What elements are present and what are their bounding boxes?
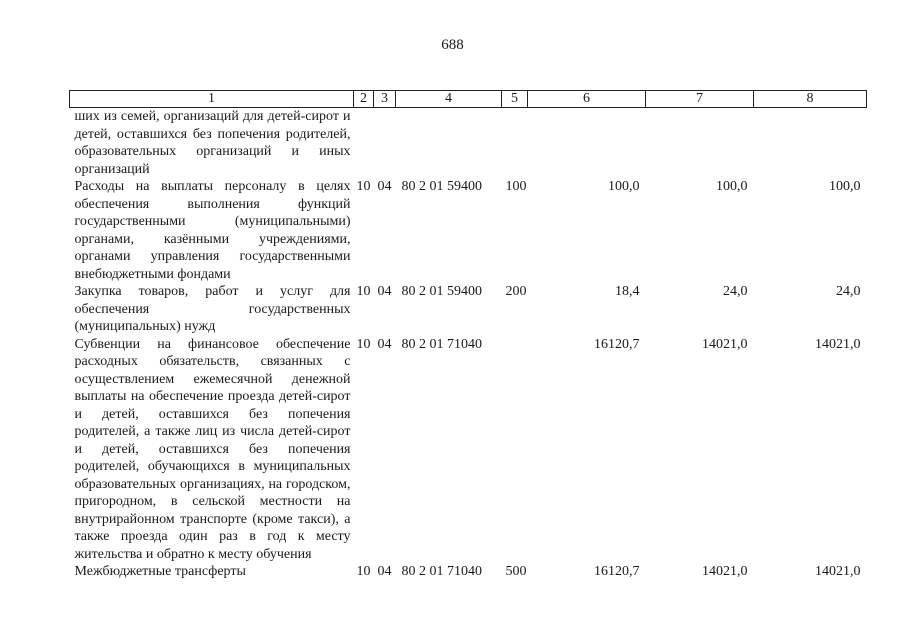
row-amount-col6: 16120,7: [594, 336, 640, 352]
row-description: ших из семей, организаций для детей-сирот и детей, оставшихся без попечения родителей, образовательных организаций и иных организаций: [74, 109, 351, 177]
row-expense-type-code: 500: [505, 564, 527, 579]
row-description: Субвенции на финансовое обеспечение расходных обязательств, связанных с осуществлением ежемесячной денежной выплаты на обеспечение проезда детей-сирот и детей, оставшихся без попечения родителей, а также лиц из числа детей-сирот и детей, оставшихся без попечения родителей, обучающихся в муниципальных образовательных организациях, на городском, пригородном, в сельской местности на внутрирайонном транспорте (кроме такси), а также проезда один раз в год к месту жительства и обратно к месту обучения: [74, 336, 351, 562]
row-description: Закупка товаров, работ и услуг для обеспечения государственных (муниципальных) нужд: [74, 284, 351, 334]
row-subsection-code: 04: [377, 336, 392, 352]
row-target-article-code: 80 2 01 59400: [401, 284, 482, 299]
row-description: Межбюджетные трансферты: [74, 564, 246, 579]
header-col-2: 2: [354, 91, 374, 108]
row-target-article-code: 80 2 01 71040: [401, 564, 482, 579]
row-amount-col7: 14021,0: [702, 564, 748, 579]
row-section-code: 10: [356, 284, 371, 299]
row-expense-type-code: [502, 108, 528, 179]
table-body: [70, 108, 867, 581]
budget-table: [69, 90, 867, 581]
row-amount-col7: 100,0: [716, 179, 748, 194]
row-expense-type-code: 200: [505, 284, 527, 299]
row-target-article-code: [396, 108, 502, 179]
row-subsection-code: [374, 108, 396, 179]
row-section-code: 10: [356, 564, 371, 579]
row-amount-col6: 100,0: [608, 179, 640, 194]
table-row: [70, 178, 867, 283]
row-amount-col7: [646, 108, 754, 179]
row-subsection-code: 04: [377, 284, 392, 299]
row-amount-col8: 14021,0: [815, 336, 861, 352]
row-amount-col6: 16120,7: [594, 564, 640, 579]
table-row: [70, 336, 867, 564]
page-number: 688: [441, 37, 464, 53]
header-col-6: 6: [528, 91, 646, 108]
row-amount-col6: [528, 108, 646, 179]
header-col-8: 8: [754, 91, 867, 108]
row-section-code: [354, 108, 374, 179]
row-subsection-code: 04: [377, 179, 392, 194]
row-amount-col8: 24,0: [836, 284, 861, 299]
row-target-article-code: 80 2 01 59400: [401, 179, 482, 194]
header-col-3: 3: [374, 91, 396, 108]
row-expense-type-code: [502, 336, 528, 564]
row-subsection-code: 04: [377, 564, 392, 579]
row-amount-col6: 18,4: [615, 284, 640, 299]
header-col-5: 5: [502, 91, 528, 108]
header-col-4: 4: [396, 91, 502, 108]
row-section-code: 10: [356, 336, 371, 352]
row-expense-type-code: 100: [505, 179, 527, 194]
row-section-code: 10: [356, 179, 371, 194]
row-description: Расходы на выплаты персоналу в целях обеспечения выполнения функций государственными (муниципальными) органами, казёнными учреждениями, органами управления государственными внебюджетными фондами: [74, 179, 351, 282]
header-row: [70, 91, 867, 108]
table-row: [70, 283, 867, 336]
table-row: [70, 563, 867, 581]
row-target-article-code: 80 2 01 71040: [401, 336, 482, 352]
row-amount-col8: 100,0: [829, 179, 861, 194]
row-amount-col8: [754, 108, 867, 179]
row-amount-col8: 14021,0: [815, 564, 861, 579]
header-col-7: 7: [646, 91, 754, 108]
row-amount-col7: 14021,0: [702, 336, 748, 352]
row-amount-col7: 24,0: [723, 284, 748, 299]
table-row: [70, 108, 867, 179]
table-header: [70, 91, 867, 108]
header-col-1: 1: [70, 91, 354, 108]
